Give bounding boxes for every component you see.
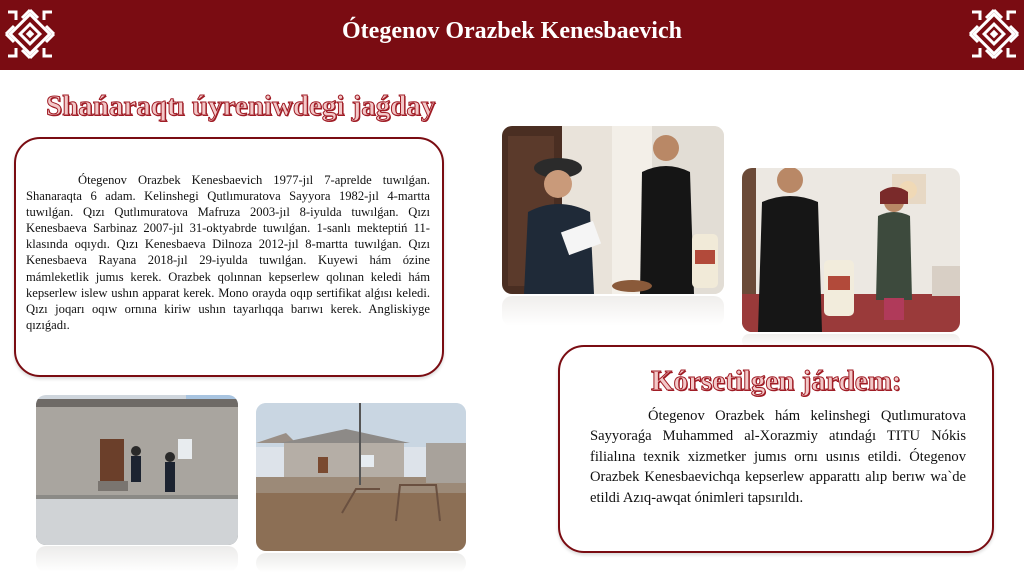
photo-reflection (502, 296, 724, 326)
photo-visit-family (742, 168, 960, 332)
assistance-heading: Kórsetilgen járdem: (651, 365, 902, 397)
photo-house-front (36, 395, 238, 545)
national-ornament-icon (966, 6, 1022, 62)
photo-visit-indoor (502, 126, 724, 294)
family-situation-heading: Shańaraqtı úyreniwdegi jaǵday (46, 90, 436, 122)
assistance-text: Ótegenov Orazbek hám kelinshegi Qutlımuratova Sayyoraǵa Muhammed al-Xorazmiy atındaǵı TITU Nókis filialına texnik xizmetker jumıs ornı usınıs etildi. Ótegenov Orazbek Kenesbaevichqa kepserlew apparattı alıp berıw wa`de etildi Azıq-awqat ónimleri tapsırıldı. (590, 408, 966, 506)
page-title: Ótegenov Orazbek Kenesbaevich (342, 18, 682, 44)
photo-reflection (36, 546, 238, 572)
header-bar (0, 0, 1024, 70)
family-info-text: Ótegenov Orazbek Kenesbaevich 1977-jıl 7-aprelde tuwılǵan. Shanaraqta 6 adam. Kelinshegi Qutlımuratova Sayyora 1982-jıl 4-martta tuwılǵan. Qızı Qutlımuratova Mafruza 2003-jıl 8-iyulda tuwılǵan. Qızı Kenesbaeva Sarbinaz 2007-jıl 31-oktyabrde tuwılǵan. 1-sanlı mekteptiń 11-klasında oqıydı. Qızı Kenesbaeva Dilnoza 2012-jıl 8-martta tuwılǵan. Qızı Kenesbaeva Rayana 2018-jıl 29-iyulda tuwılǵan. Kuyewi hám ózine mámleketlik jumıs kerek. Orazbek qolınnan kepserlew qolınan keledi hám kepserlew islew ushın apparat kerek. Mono orayda oqıp sertifikat alǵısı keledi. Qızı joqarı oqıw ornına kiriw ushın tayarlıqqa barıwı kerek. Angliskiyge qızıǵadı. (26, 173, 430, 332)
photo-reflection (256, 553, 466, 573)
photo-yard (256, 403, 466, 551)
